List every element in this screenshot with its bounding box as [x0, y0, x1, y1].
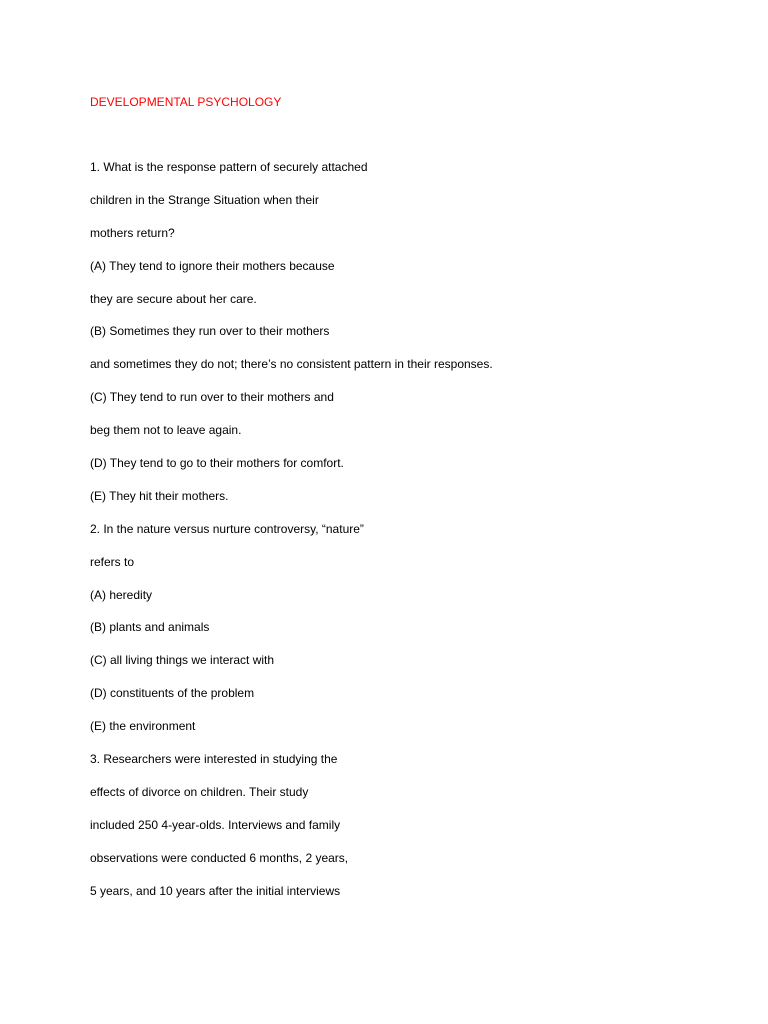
question-1-option-a-line-1: (A) They tend to ignore their mothers because	[90, 258, 335, 273]
question-2-option-b: (B) plants and animals	[90, 620, 210, 635]
question-2-option-d: (D) constituents of the problem	[90, 686, 255, 701]
question-3-line-5: 5 years, and 10 years after the initial interviews	[90, 883, 341, 898]
question-3-line-2: effects of divorce on children. Their study	[90, 784, 309, 799]
question-2-line-2: refers to	[90, 554, 135, 569]
question-1-line-2: children in the Strange Situation when their	[90, 192, 319, 207]
question-1-option-a-line-2: they are secure about her care.	[90, 291, 257, 306]
question-1-option-c-line-2: beg them not to leave again.	[90, 423, 242, 438]
question-2-option-a: (A) heredity	[90, 587, 153, 602]
question-3-line-3: included 250 4-year-olds. Interviews and family	[90, 817, 341, 832]
question-1-option-c-line-1: (C) They tend to run over to their mothers and	[90, 390, 334, 405]
question-3-line-4: observations were conducted 6 months, 2 years,	[90, 850, 349, 865]
question-2-option-e: (E) the environment	[90, 719, 196, 734]
question-1-line-1: 1. What is the response pattern of securely attached	[90, 160, 368, 174]
question-2-line-1: 2. In the nature versus nurture controversy, “nature”	[90, 521, 364, 536]
question-1-option-e: (E) They hit their mothers.	[90, 488, 229, 503]
question-3-line-1: 3. Researchers were interested in studying the	[90, 752, 338, 767]
question-1-option-b-line-1: (B) Sometimes they run over to their mothers	[90, 324, 330, 339]
document-body	[90, 159, 690, 915]
question-1-option-d: (D) They tend to go to their mothers for comfort.	[90, 456, 344, 471]
question-2-option-c: (C) all living things we interact with	[90, 653, 275, 668]
question-1-line-3: mothers return?	[90, 225, 175, 240]
document-title: DEVELOPMENTAL PSYCHOLOGY	[90, 95, 282, 109]
question-1-option-b-line-2: and sometimes they do not; there’s no consistent pattern in their responses.	[90, 357, 493, 372]
